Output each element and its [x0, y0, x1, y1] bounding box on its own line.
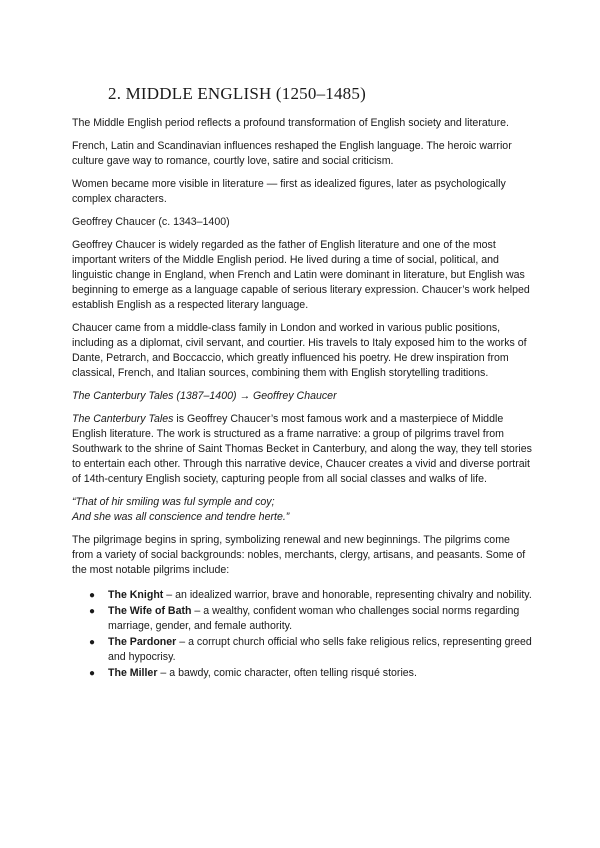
list-item [89, 635, 534, 665]
pilgrim-name: The Miller [108, 667, 158, 679]
pilgrim-desc: – a wealthy, confident woman who challenges social norms regarding marriage, gender, and female authority. [108, 605, 520, 632]
bullet-icon: ● [89, 606, 96, 617]
paragraph-women: Women became more visible in literature — first as idealized figures, later as psychologically complex characters. [72, 178, 506, 205]
paragraph-canterbury [72, 412, 534, 487]
bullet-icon: ● [89, 668, 96, 679]
bullet-icon: ● [89, 637, 96, 648]
pilgrim-name: The Pardoner [108, 636, 177, 648]
pilgrim-desc: – a corrupt church official who sells fake religious relics, representing greed and hypocrisy. [108, 636, 532, 663]
pilgrim-list [72, 588, 534, 681]
list-item [89, 604, 534, 634]
document-body [72, 116, 534, 682]
paragraph-canterbury-text: is Geoffrey Chaucer’s most famous work and a masterpiece of Middle English literature. The work is structured as a frame narrative: a group of pilgrims travel from Southwark to the shrine of Saint Thomas Becket in Canterbury, and along the way, they tell stories to entertain each other. Through this narrative device, Chaucer creates a vivid and diverse portrait of 14th-century English society, capturing people from all social classes and walks of life. [72, 413, 532, 485]
pilgrim-name: The Wife of Bath [108, 605, 192, 617]
work-title-inline: The Canterbury Tales [72, 413, 174, 425]
quote-line-1: “That of hir smiling was ful symple and coy; [72, 496, 275, 508]
paragraph-chaucer-life: Chaucer came from a middle-class family in London and worked in various public positions, including as a diplomat, civil servant, and courtier. His travels to Italy exposed him to the works of Dante, Petrarch, and Boccaccio, which greatly influenced his poetry. He drew inspiration from classical, French, and Italian sources, combining them with English storytelling traditions. [72, 322, 527, 379]
work-heading: The Canterbury Tales (1387–1400) → Geoffrey Chaucer [72, 390, 337, 402]
pilgrim-name: The Knight [108, 589, 164, 601]
paragraph-chaucer-bio: Geoffrey Chaucer is widely regarded as the father of English literature and one of the most important writers of the Middle English period. He lived during a time of social, political, and linguistic change in England, when French and Latin were dominant in literature, but English was beginning to emerge as a language capable of serious literary expression. Chaucer’s work helped establish English as a respected literary language. [72, 239, 530, 311]
pilgrim-desc: – a bawdy, comic character, often telling risqué stories. [157, 667, 417, 679]
list-item [89, 588, 534, 603]
page-title: 2. MIDDLE ENGLISH (1250–1485) [108, 84, 366, 103]
paragraph-pilgrimage: The pilgrimage begins in spring, symbolizing renewal and new beginnings. The pilgrims come from a variety of social backgrounds: nobles, merchants, clergy, artisans, and peasants. Some of the most notable pilgrims include: [72, 534, 526, 576]
pilgrim-desc: – an idealized warrior, brave and honorable, representing chivalry and nobility. [163, 589, 532, 601]
paragraph-influences: French, Latin and Scandinavian influences reshaped the English language. The heroic warrior culture gave way to romance, courtly love, satire and social criticism. [72, 140, 512, 167]
quote-line-2: And she was all conscience and tendre herte.” [72, 511, 290, 523]
author-heading: Geoffrey Chaucer (c. 1343–1400) [72, 216, 230, 228]
bullet-icon: ● [89, 590, 96, 601]
quote [72, 495, 534, 525]
paragraph-intro: The Middle English period reflects a profound transformation of English society and literature. [72, 117, 509, 129]
list-item [89, 666, 534, 681]
